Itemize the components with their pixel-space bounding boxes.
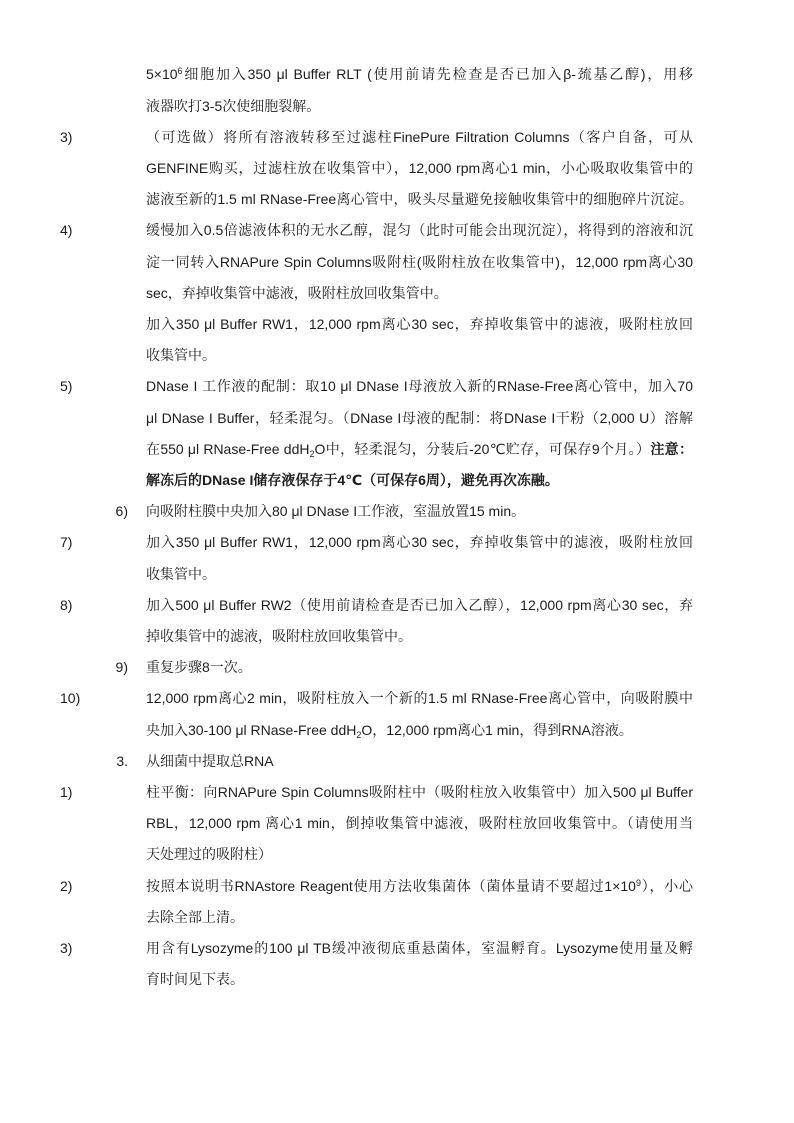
text-segment: ），小心 [640,877,693,894]
list-number: 3. [116,752,128,769]
doc-line [146,403,693,435]
doc-line [60,215,693,247]
list-number: 5) [60,378,73,395]
list-number: 10) [60,690,81,707]
text-segment: O，12,000 rpm离心1 min，得到RNA溶液。 [361,721,633,738]
doc-line [146,808,693,840]
text-segment: 用含有Lysozyme的100 μl TB缓冲液彻底重悬菌体，室温孵育。Lysozyme使用量及孵 [146,940,693,956]
text-segment: 央加入30-100 μl RNase-Free ddH [146,721,357,738]
list-number: 9) [115,659,128,676]
list-number: 7) [60,534,73,551]
doc-line [115,652,693,684]
list-number: 1) [60,784,73,800]
text-segment: 9 [635,877,641,888]
text-segment: 缓慢加入0.5倍滤液体积的无水乙醇，混匀（此时可能会出现沉淀），将得到的溶液和沉 [146,222,693,239]
text-segment: 从细菌中提取总RNA [146,752,274,769]
text-segment: 去除全部上清。 [146,908,244,925]
text-segment: μl DNase I Buffer，轻柔混匀。（DNase I母液的配制：将DNase I干粉（2,000 U）溶解 [146,409,693,426]
text-segment: 加入350 μl Buffer RW1，12,000 rpm离心30 sec，弃掉收集管中的滤液，吸附柱放回 [146,316,693,332]
text-segment: 解冻后的DNase I储存液保存于4℃（可保存6周），避免再次冻融。 [146,472,559,488]
list-number: 6) [115,503,128,520]
list-number: 3) [60,128,73,145]
text-segment: 加入350 μl Buffer RW1，12,000 rpm离心30 sec，弃掉收集管中的滤液，吸附柱放回 [146,534,693,551]
doc-line [146,184,693,216]
list-number: 4) [60,222,73,239]
text-segment: DNase I 工作液的配制：取10 μl DNase I母液放入新的RNase-Free离心管中，加入70 [146,378,693,395]
doc-line [146,715,693,747]
text-segment: （可选做）将所有溶液转移至过滤柱FinePure Filtration Columns（客户自备，可从 [146,128,693,145]
text-segment: 重复步骤8一次。 [146,659,252,676]
doc-line [115,496,693,528]
doc-line [146,434,693,466]
doc-line [146,465,693,497]
doc-line [60,527,693,559]
text-segment: 滤液至新的1.5 ml RNase-Free离心管中，吸头尽量避免接触收集管中的细胞碎片沉淀。 [146,191,693,208]
doc-line [146,559,693,591]
list-number: 3) [60,940,73,956]
text-segment: 加入500 μl Buffer RW2（使用前请检查是否已加入乙醇），12,000 rpm离心30 sec，弃 [146,596,693,613]
doc-line [146,340,693,372]
doc-line [60,871,693,903]
text-segment: O中，轻柔混匀，分装后-20℃贮存，可保存9个月。） [314,440,651,457]
doc-line [146,902,693,934]
doc-line [116,746,693,778]
text-segment: 注意： [650,440,693,457]
text-segment: 掉收集管中的滤液，吸附柱放回收集管中。 [146,628,412,644]
doc-line [60,933,693,965]
doc-line [60,590,693,622]
doc-line [60,683,693,715]
doc-line [146,153,693,185]
doc-line [146,621,693,653]
text-segment: 淀一同转入RNAPure Spin Columns吸附柱(吸附柱放在收集管中)，12,000 rpm离心30 [146,253,693,270]
text-segment: 收集管中。 [146,347,216,364]
doc-line [60,371,693,403]
doc-line [146,964,693,996]
text-segment: 12,000 rpm离心2 min，吸附柱放入一个新的1.5 ml RNase-Free离心管中，向吸附膜中 [146,690,693,707]
text-segment: 液器吹打3-5次使细胞裂解。 [146,97,321,114]
doc-line [146,839,693,871]
text-segment: 2 [356,729,362,740]
text-segment: sec，弃掉收集管中滤液，吸附柱放回收集管中。 [146,284,448,301]
text-segment: 5×10 [146,66,178,83]
doc-line [146,91,693,123]
text-segment: 6 [177,66,183,77]
doc-line [146,247,693,279]
text-segment: 向吸附柱膜中央加入80 μl DNase I工作液，室温放置15 min。 [146,503,526,520]
text-segment: 按照本说明书RNAstore Reagent使用方法收集菌体（菌体量请不要超过1×10 [146,877,636,894]
text-segment: 在550 μl RNase-Free ddH [146,440,310,457]
text-segment: 育时间见下表。 [146,971,244,988]
text-segment: 细胞加入350 μl Buffer RLT (使用前请先检查是否已加入β-巯基乙醇)，用移 [182,66,693,83]
list-number: 2) [60,877,73,894]
doc-line [146,309,693,341]
text-segment: 天处理过的吸附柱） [146,846,272,863]
text-segment: 2 [309,448,315,459]
text-segment: RBL，12,000 rpm 离心1 min，倒掉收集管中滤液，吸附柱放回收集管中。（请使用当 [146,815,693,832]
list-number: 8) [60,596,73,613]
doc-line [146,278,693,310]
doc-line [146,59,693,91]
text-segment: GENFINE购买，过滤柱放在收集管中），12,000 rpm离心1 min，小心吸取收集管中的 [146,160,693,176]
doc-line [60,777,693,809]
text-segment: 柱平衡：向RNAPure Spin Columns吸附柱中（吸附柱放入收集管中）加入500 μl Buffer [146,784,693,800]
doc-line [60,122,693,154]
text-segment: 收集管中。 [146,565,216,582]
